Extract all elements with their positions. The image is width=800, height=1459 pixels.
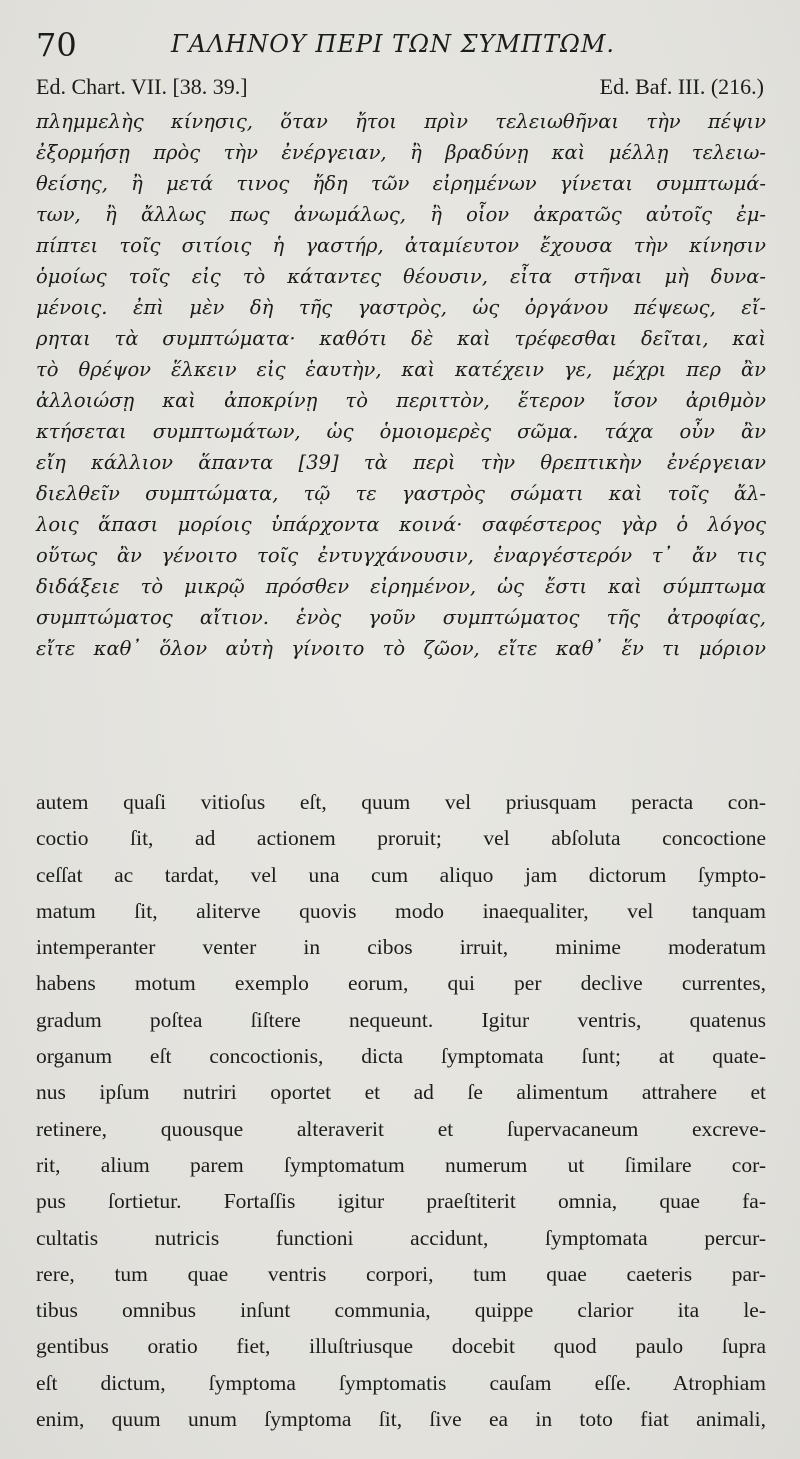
latin-line: tibus omnibus inſunt communia, quippe clarior ita le- xyxy=(36,1298,766,1323)
greek-line: εἴη κάλλιον ἅπαντα [39] τὰ περὶ τὴν θρεπτικὴν ἐνέργειαν xyxy=(36,451,766,474)
latin-line: nus ipſum nutriri oportet et ad ſe alimentum attrahere et xyxy=(36,1080,766,1105)
greek-line: εἴτε καθ᾽ ὅλον αὐτὴ γίνοιτο τὸ ζῶον, εἴτε καθ᾽ ἕν τι μόριον xyxy=(36,637,766,660)
greek-line: ἐξορμήσῃ πρὸς τὴν ἐνέργειαν, ἢ βραδύνῃ καὶ μέλλῃ τελειω- xyxy=(36,141,766,164)
page-number: 70 xyxy=(36,26,77,64)
greek-text-block xyxy=(36,106,766,664)
greek-line: τὸ θρέψον ἕλκειν εἰς ἑαυτὴν, καὶ κατέχειν γε, μέχρι περ ἂν xyxy=(36,358,766,381)
greek-line: συμπτώματος αἴτιον. ἑνὸς γοῦν συμπτώματος τῆς ἀτροφίας, xyxy=(36,606,766,629)
latin-line: pus ſortietur. Fortaſſis igitur praeſtiterit omnia, quae fa- xyxy=(36,1189,766,1214)
latin-line: coctio ſit, ad actionem proruit; vel abſoluta concoctione xyxy=(36,826,766,851)
greek-line: κτήσεται συμπτωμάτων, ὡς ὁμοιομερὲς σῶμα. τάχα οὖν ἂν xyxy=(36,420,766,443)
running-title: ΓΑΛΗΝΟΥ ΠΕΡΙ ΤΩΝ ΣΥΜΠΤΩΜ. xyxy=(171,30,616,58)
latin-text-block xyxy=(36,784,766,1437)
greek-line: των, ἢ ἄλλως πως ἀνωμάλως, ἢ οἷον ἀκρατῶς αὐτοῖς ἐμ- xyxy=(36,203,766,226)
greek-line: διελθεῖν συμπτώματα, τῷ τε γαστρὸς σώματι καὶ τοῖς ἄλ- xyxy=(36,482,766,505)
latin-line: autem quaſi vitioſus eſt, quum vel priusquam peracta con- xyxy=(36,790,766,814)
greek-line: ρηται τὰ συμπτώματα· καθότι δὲ καὶ τρέφεσθαι δεῖται, καὶ xyxy=(36,327,766,350)
greek-line: ὁμοίως τοῖς εἰς τὸ κάταντες θέουσιν, εἶτα στῆναι μὴ δυνα- xyxy=(36,265,766,288)
latin-line: intemperanter venter in cibos irruit, minime moderatum xyxy=(36,935,766,960)
greek-line: μένοις. ἐπὶ μὲν δὴ τῆς γαστρὸς, ὡς ὀργάνου πέψεως, εἴ- xyxy=(36,296,766,319)
greek-line: πλημμελὴς κίνησις, ὅταν ἤτοι πρὶν τελειωθῆναι τὴν πέψιν xyxy=(36,110,766,133)
greek-line: λοις ἅπασι μορίοις ὑπάρχοντα κοινά· σαφέστερος γὰρ ὁ λόγος xyxy=(36,513,766,536)
latin-line: gradum poſtea ſiſtere nequeunt. Igitur ventris, quatenus xyxy=(36,1007,766,1032)
greek-line: διδάξειε τὸ μικρῷ πρόσθεν εἰρημένον, ὡς ἔστι καὶ σύμπτωμα xyxy=(36,575,766,598)
latin-line: enim, quum unum ſymptoma ſit, ſive ea in toto fiat animali, xyxy=(36,1407,766,1432)
latin-line: rit, alium parem ſymptomatum numerum ut ſimilare cor- xyxy=(36,1152,766,1177)
greek-line: οὕτως ἂν γένοιτο τοῖς ἐντυγχάνουσιν, ἐναργέστερόν τ᾽ ἄν τις xyxy=(36,544,766,567)
latin-line: matum ſit, aliterve quovis modo inaequaliter, vel tanquam xyxy=(36,898,766,923)
greek-line: ἀλλοιώσῃ καὶ ἀποκρίνῃ τὸ περιττὸν, ἕτερον ἴσον ἀριθμὸν xyxy=(36,389,766,412)
chartier-edition-ref: Ed. Chart. VII. [38. 39.] xyxy=(36,74,248,99)
edition-references xyxy=(36,74,764,106)
latin-line: ceſſat ac tardat, vel una cum aliquo jam dictorum ſympto- xyxy=(36,862,766,887)
greek-line: θείσης, ἢ μετά τινος ἤδη τῶν εἰρημένων γίνεται συμπτωμά- xyxy=(36,172,766,195)
page-header xyxy=(36,22,766,68)
latin-line: eſt dictum, ſymptoma ſymptomatis cauſam eſſe. Atrophiam xyxy=(36,1370,766,1395)
basel-edition-ref: Ed. Baf. III. (216.) xyxy=(599,74,764,99)
latin-line: organum eſt concoctionis, dicta ſymptomata ſunt; at quate- xyxy=(36,1044,766,1069)
greek-line: πίπτει τοῖς σιτίοις ἡ γαστήρ, ἀταμίευτον ἔχουσα τὴν κίνησιν xyxy=(36,234,766,257)
latin-line: cultatis nutricis functioni accidunt, ſymptomata percur- xyxy=(36,1225,766,1250)
latin-line: rere, tum quae ventris corpori, tum quae caeteris par- xyxy=(36,1261,766,1286)
latin-line: gentibus oratio fiet, illuſtriusque docebit quod paulo ſupra xyxy=(36,1334,766,1359)
latin-line: retinere, quousque alteraverit et ſupervacaneum excreve- xyxy=(36,1116,766,1141)
latin-line: habens motum exemplo eorum, qui per declive currentes, xyxy=(36,971,766,996)
